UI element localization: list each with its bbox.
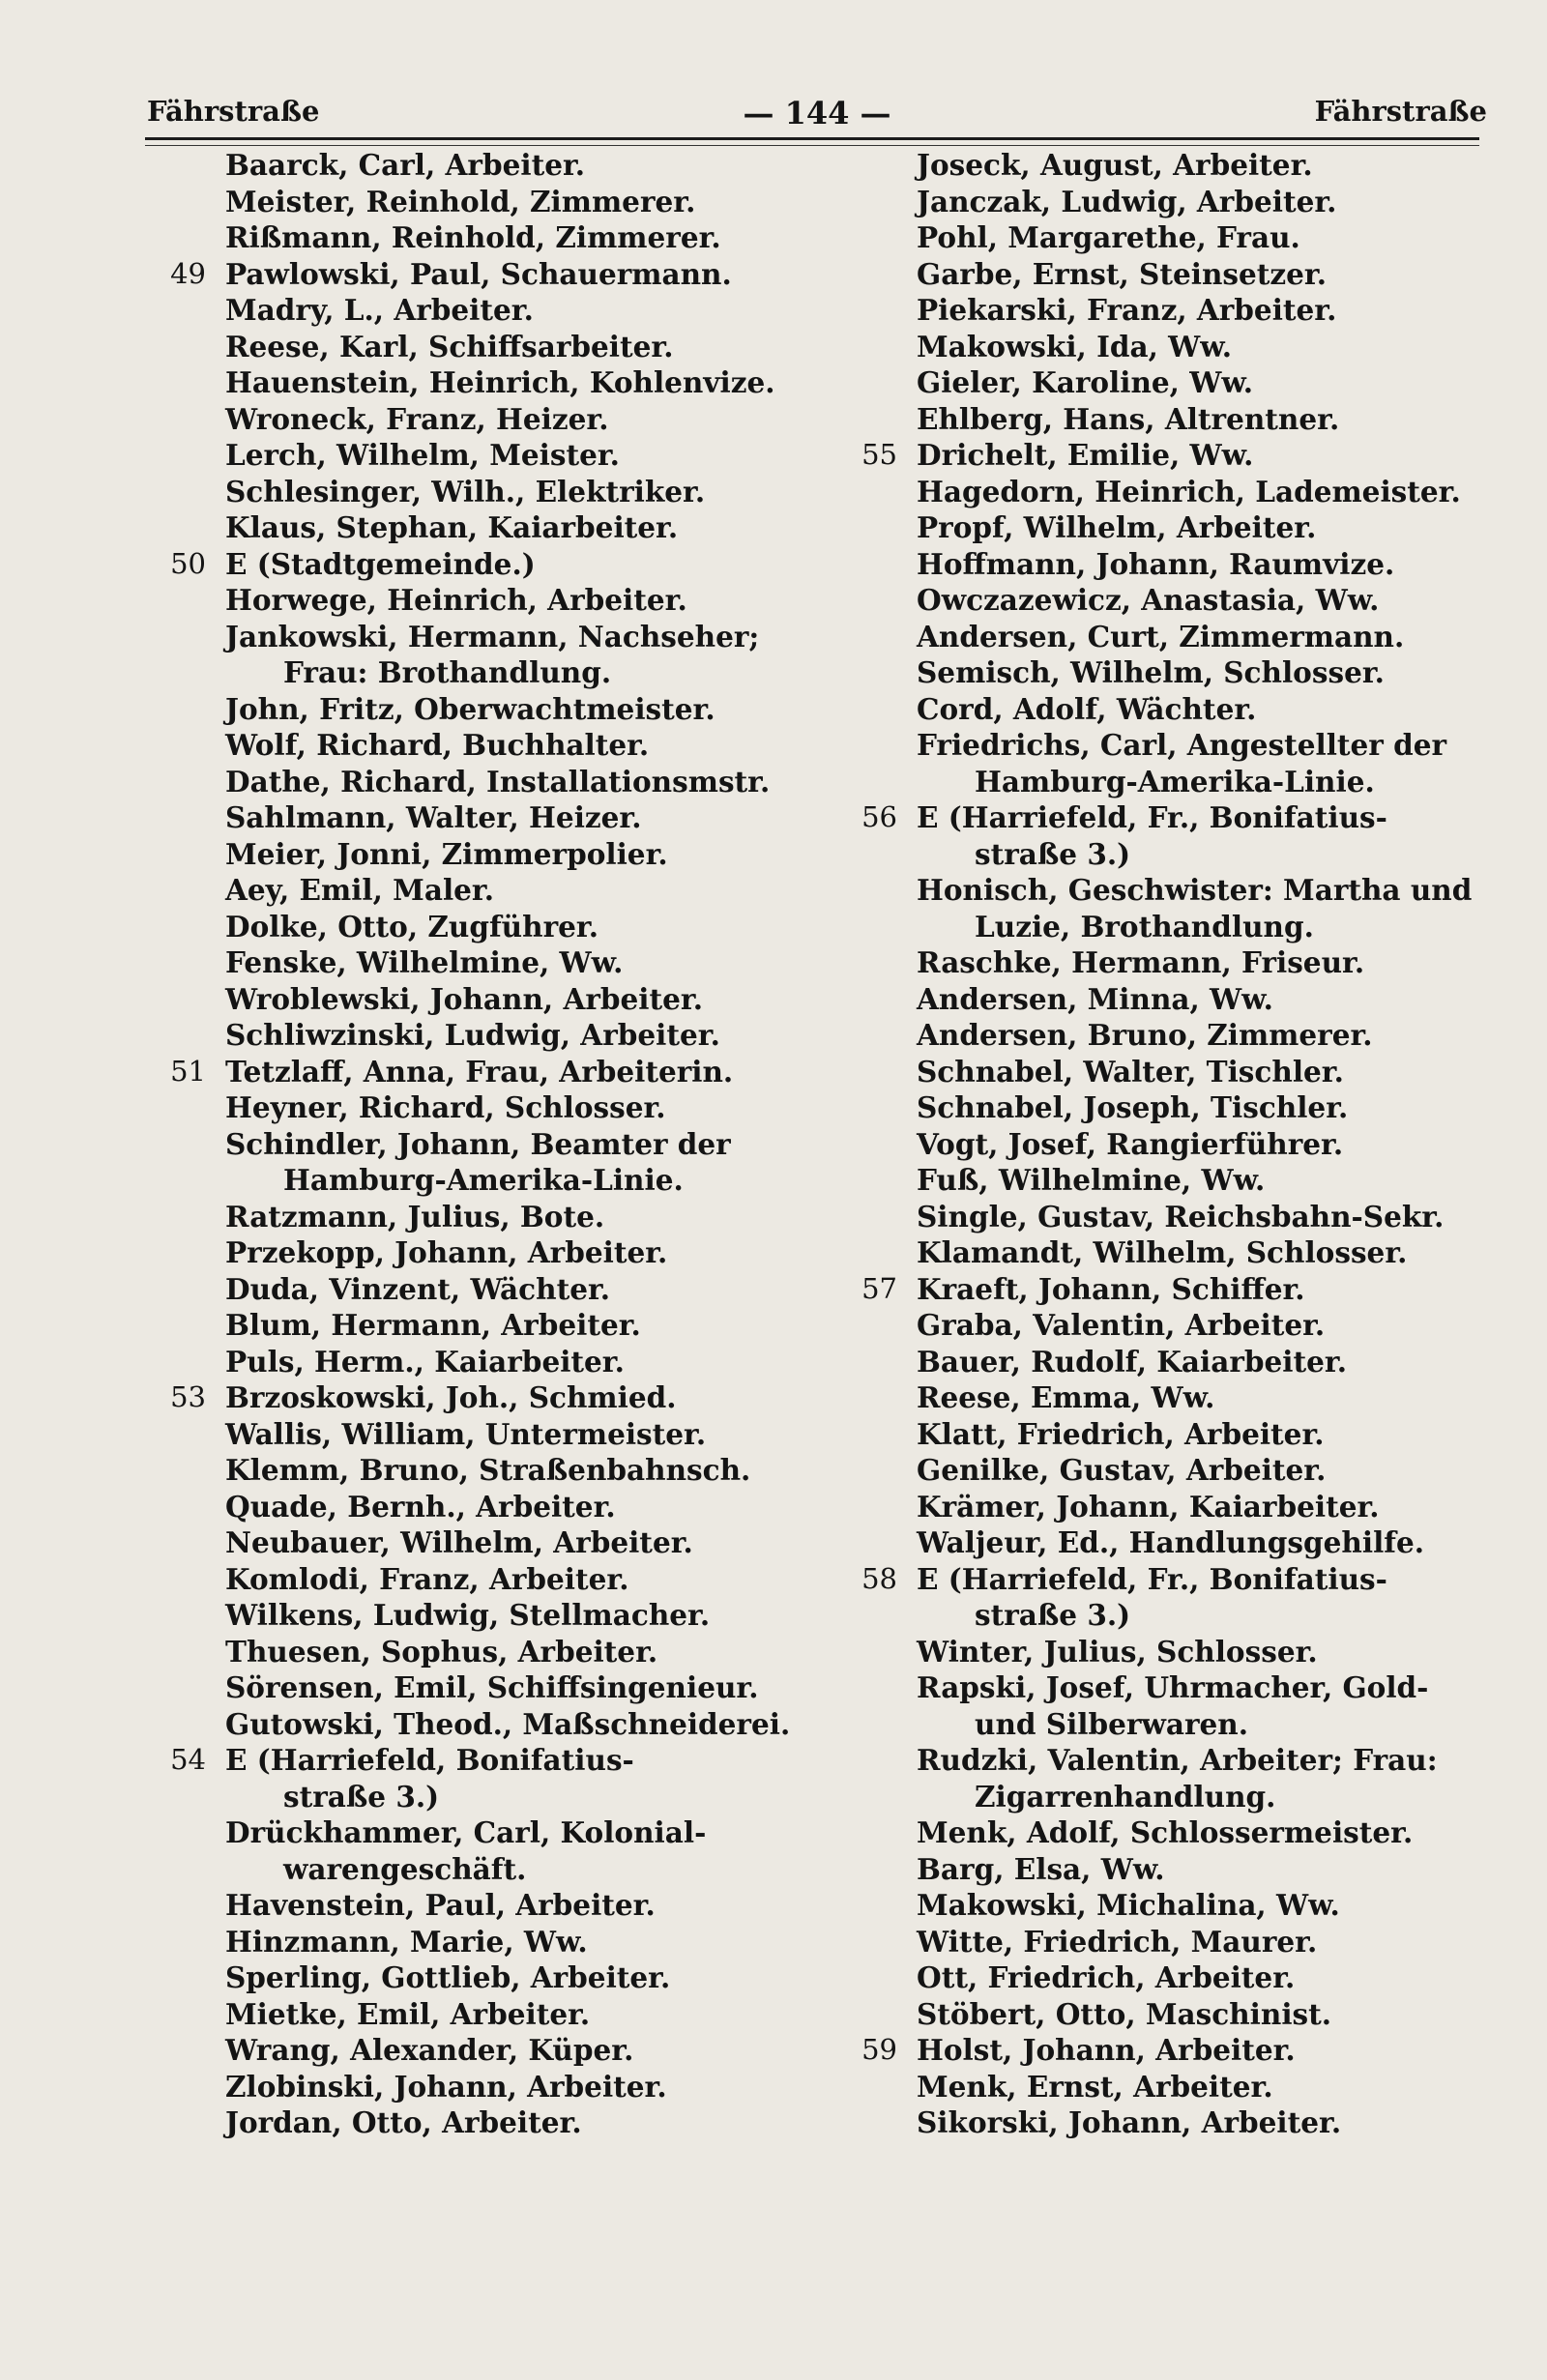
entry-text: Dathe, Richard, Installationsmstr. [225, 764, 771, 798]
entry-text: Hagedorn, Heinrich, Lademeister. [917, 474, 1461, 508]
entry-text: Fenske, Wilhelmine, Ww. [225, 945, 624, 979]
resident-entry [160, 509, 836, 546]
resident-entry [160, 1996, 836, 2033]
resident-entry [160, 1017, 836, 1054]
resident-entry [160, 2032, 836, 2069]
house-number: 57 [861, 1271, 897, 1305]
resident-entry [160, 1669, 836, 1706]
entry-text: Komlodi, Franz, Arbeiter. [225, 1561, 629, 1596]
page-number: — 144 — [743, 95, 891, 131]
resident-entry [851, 546, 1508, 583]
entry-text: E (Harriefeld, Fr., Bonifatius- [917, 800, 1387, 834]
continuation-line [160, 1162, 836, 1199]
resident-entry [160, 219, 836, 256]
resident-entry [160, 1814, 836, 1851]
resident-entry [851, 184, 1508, 220]
entry-text: Andersen, Bruno, Zimmerer. [917, 1018, 1373, 1052]
resident-entry [160, 1924, 836, 1960]
resident-entry [851, 147, 1508, 184]
resident-entry [851, 1524, 1508, 1561]
resident-entry [851, 2069, 1508, 2105]
house-number-entry [851, 1271, 1508, 1308]
entry-text: Owczazewicz, Anastasia, Ww. [917, 583, 1380, 617]
entry-text: Klamandt, Wilhelm, Schlosser. [917, 1235, 1408, 1269]
resident-entry [160, 619, 836, 655]
resident-entry [851, 329, 1508, 365]
entry-text: Jordan, Otto, Arbeiter. [225, 2105, 582, 2139]
resident-entry [160, 1089, 836, 1126]
house-number: 58 [861, 1561, 897, 1595]
resident-entry [160, 1597, 836, 1634]
left-column [160, 147, 836, 2141]
resident-entry [851, 1234, 1508, 1271]
entry-text: Raschke, Hermann, Friseur. [917, 945, 1365, 979]
entry-text: Lerch, Wilhelm, Meister. [225, 438, 620, 472]
entry-text: Dolke, Otto, Zugführer. [225, 909, 598, 943]
continuation-line [851, 1779, 1508, 1815]
entry-text: Rudzki, Valentin, Arbeiter; Frau: [917, 1743, 1438, 1777]
resident-entry [160, 981, 836, 1018]
entry-text: Fuß, Wilhelmine, Ww. [917, 1163, 1266, 1197]
entry-text: Graba, Valentin, Arbeiter. [917, 1308, 1326, 1342]
entry-text: Stöbert, Otto, Maschinist. [917, 1996, 1332, 2031]
resident-entry [851, 1307, 1508, 1344]
entry-text: Makowski, Michalina, Ww. [917, 1888, 1340, 1922]
resident-entry [851, 1489, 1508, 1525]
entry-text: E (Harriefeld, Bonifatius- [225, 1743, 634, 1777]
resident-entry [851, 1669, 1508, 1706]
entry-text: E (Harriefeld, Fr., Bonifatius- [917, 1561, 1387, 1596]
entry-text: Joseck, August, Arbeiter. [917, 148, 1313, 182]
entry-text: Tetzlaff, Anna, Frau, Arbeiterin. [225, 1054, 734, 1088]
entry-text: Schliwzinski, Ludwig, Arbeiter. [225, 1018, 720, 1052]
resident-entry [851, 256, 1508, 293]
resident-entry [160, 1199, 836, 1235]
entry-text: Ehlberg, Hans, Altrentner. [917, 401, 1340, 436]
resident-entry [851, 654, 1508, 691]
entry-text: Genilke, Gustav, Arbeiter. [917, 1453, 1327, 1487]
entry-text: Drichelt, Emilie, Ww. [917, 438, 1254, 472]
resident-entry [160, 147, 836, 184]
entry-text: Holst, Johann, Arbeiter. [917, 2033, 1296, 2067]
resident-entry [851, 1887, 1508, 1924]
resident-entry [160, 1634, 836, 1670]
entry-text: Sperling, Gottlieb, Arbeiter. [225, 1960, 671, 1994]
resident-entry [160, 2104, 836, 2141]
resident-entry [851, 1017, 1508, 1054]
entry-text: Klemm, Bruno, Straßenbahnsch. [225, 1453, 751, 1487]
entry-text: Wrang, Alexander, Küper. [225, 2033, 634, 2067]
entry-text: straße 3.) [283, 1779, 440, 1814]
resident-entry [160, 401, 836, 438]
resident-entry [851, 582, 1508, 619]
entry-text: Vogt, Josef, Rangierführer. [917, 1126, 1344, 1161]
resident-entry [851, 364, 1508, 401]
entry-text: Thuesen, Sophus, Arbeiter. [225, 1634, 658, 1669]
entry-text: Duda, Vinzent, Wächter. [225, 1271, 611, 1306]
house-number-entry [851, 799, 1508, 836]
house-number-entry [851, 1561, 1508, 1598]
resident-entry [160, 836, 836, 873]
entry-text: Barg, Elsa, Ww. [917, 1851, 1165, 1886]
entry-text: Heyner, Richard, Schlosser. [225, 1090, 666, 1124]
entry-text: Zlobinski, Johann, Arbeiter. [225, 2069, 667, 2104]
entry-text: Ott, Friedrich, Arbeiter. [917, 1960, 1296, 1994]
resident-entry [851, 1416, 1508, 1453]
entry-text: Menk, Adolf, Schlossermeister. [917, 1815, 1414, 1849]
resident-entry [160, 727, 836, 764]
entry-text: Hamburg-Amerika-Linie. [283, 1163, 684, 1197]
house-number: 55 [861, 438, 897, 471]
resident-entry [851, 1199, 1508, 1235]
entry-text: Hamburg-Amerika-Linie. [975, 764, 1375, 798]
entry-text: Gutowski, Theod., Maßschneiderei. [225, 1706, 791, 1741]
entry-text: Klaus, Stephan, Kaiarbeiter. [225, 510, 679, 544]
entry-text: Schlesinger, Wilh., Elektriker. [225, 474, 706, 508]
resident-entry [851, 1996, 1508, 2033]
continuation-line [851, 909, 1508, 945]
continuation-line [851, 764, 1508, 800]
resident-entry [160, 691, 836, 728]
resident-entry [851, 1379, 1508, 1416]
resident-entry [160, 764, 836, 800]
house-number-entry [851, 2032, 1508, 2069]
resident-entry [160, 1887, 836, 1924]
resident-entry [160, 909, 836, 945]
resident-entry [851, 1089, 1508, 1126]
entry-text: Rißmann, Reinhold, Zimmerer. [225, 220, 721, 254]
entry-text: Rapski, Josef, Uhrmacher, Gold- [917, 1670, 1429, 1704]
resident-entry [160, 474, 836, 510]
house-number: 51 [170, 1054, 206, 1088]
resident-entry [160, 1416, 836, 1453]
entry-text: Wolf, Richard, Buchhalter. [225, 728, 650, 762]
resident-entry [851, 727, 1508, 764]
house-number: 54 [170, 1743, 206, 1776]
resident-entry [160, 1126, 836, 1163]
entry-text: Frau: Brothandlung. [283, 655, 612, 689]
resident-entry [851, 1851, 1508, 1888]
entry-text: Hoffmann, Johann, Raumvize. [917, 546, 1395, 581]
resident-entry [851, 509, 1508, 546]
entry-text: Madry, L., Arbeiter. [225, 293, 534, 327]
entry-text: Wroneck, Franz, Heizer. [225, 401, 609, 436]
entry-text: Jankowski, Hermann, Nachseher; [225, 619, 760, 653]
resident-entry [851, 981, 1508, 1018]
entry-text: Witte, Friedrich, Maurer. [917, 1924, 1318, 1959]
entry-text: Luzie, Brothandlung. [975, 909, 1314, 943]
entry-text: Garbe, Ernst, Steinsetzer. [917, 256, 1328, 291]
entry-text: E (Stadtgemeinde.) [225, 546, 536, 581]
entry-text: Janczak, Ludwig, Arbeiter. [917, 184, 1337, 218]
entry-text: Bauer, Rudolf, Kaiarbeiter. [917, 1344, 1347, 1379]
entry-text: Kraeft, Johann, Schiffer. [917, 1271, 1305, 1306]
house-number-entry [851, 437, 1508, 474]
entry-text: Reese, Karl, Schiffsarbeiter. [225, 329, 674, 363]
house-number-entry [160, 546, 836, 583]
entry-text: Krämer, Johann, Kaiarbeiter. [917, 1489, 1380, 1524]
resident-entry [160, 329, 836, 365]
resident-entry [851, 1126, 1508, 1163]
entry-text: Single, Gustav, Reichsbahn-Sekr. [917, 1199, 1445, 1234]
header-rule-thin [145, 145, 1479, 146]
entry-text: Gieler, Karoline, Ww. [917, 365, 1254, 399]
entry-text: Sörensen, Emil, Schiffsingenieur. [225, 1670, 759, 1704]
resident-entry [160, 582, 836, 619]
resident-entry [851, 1924, 1508, 1960]
continuation-line [160, 1851, 836, 1888]
entry-text: Hinzmann, Marie, Ww. [225, 1924, 588, 1959]
resident-entry [160, 1452, 836, 1489]
running-head-left: Fährstraße [147, 95, 320, 128]
entry-text: Cord, Adolf, Wächter. [917, 691, 1257, 726]
resident-entry [160, 1489, 836, 1525]
entry-text: Andersen, Curt, Zimmermann. [917, 619, 1405, 653]
entry-text: Ratzmann, Julius, Bote. [225, 1199, 605, 1234]
house-number: 49 [170, 256, 206, 290]
continuation-line [160, 654, 836, 691]
house-number-entry [160, 1742, 836, 1779]
resident-entry [851, 691, 1508, 728]
resident-entry [851, 292, 1508, 329]
entry-text: Wroblewski, Johann, Arbeiter. [225, 981, 703, 1016]
entry-text: Waljeur, Ed., Handlungsgehilfe. [917, 1525, 1425, 1559]
resident-entry [160, 437, 836, 474]
resident-entry [160, 799, 836, 836]
house-number: 59 [861, 2033, 897, 2066]
right-column [851, 147, 1508, 2141]
resident-entry [851, 474, 1508, 510]
resident-entry [160, 1271, 836, 1308]
resident-entry [851, 1814, 1508, 1851]
entry-text: Schnabel, Walter, Tischler. [917, 1054, 1344, 1088]
running-head-right: Fährstraße [1314, 95, 1487, 128]
resident-entry [851, 619, 1508, 655]
resident-entry [160, 1561, 836, 1598]
entry-text: Wilkens, Ludwig, Stellmacher. [225, 1598, 711, 1632]
resident-entry [851, 1162, 1508, 1199]
entry-text: Drückhammer, Carl, Kolonial- [225, 1815, 707, 1849]
house-number: 53 [170, 1380, 206, 1413]
entry-text: Zigarrenhandlung. [975, 1779, 1276, 1814]
entry-text: Piekarski, Franz, Arbeiter. [917, 293, 1337, 327]
resident-entry [160, 1344, 836, 1380]
house-number-entry [160, 1379, 836, 1416]
entry-text: warengeschäft. [283, 1851, 527, 1886]
entry-text: und Silberwaren. [975, 1706, 1248, 1741]
entry-text: Przekopp, Johann, Arbeiter. [225, 1235, 668, 1269]
resident-entry [851, 219, 1508, 256]
resident-entry [160, 1234, 836, 1271]
resident-entry [851, 1634, 1508, 1670]
resident-entry [851, 1959, 1508, 1996]
entry-text: Quade, Bernh., Arbeiter. [225, 1489, 616, 1524]
house-number-entry [160, 256, 836, 293]
entry-text: Friedrichs, Carl, Angestellter der [917, 728, 1447, 762]
entry-text: Pawlowski, Paul, Schauermann. [225, 256, 732, 291]
entry-text: Honisch, Geschwister: Martha und [917, 873, 1473, 907]
entry-text: Makowski, Ida, Ww. [917, 329, 1232, 363]
resident-entry [160, 364, 836, 401]
resident-entry [160, 1959, 836, 1996]
continuation-line [851, 1706, 1508, 1743]
resident-entry [851, 944, 1508, 981]
entry-text: Schnabel, Joseph, Tischler. [917, 1090, 1349, 1124]
entry-text: Sahlmann, Walter, Heizer. [225, 800, 642, 834]
house-number: 50 [170, 546, 206, 580]
resident-entry [160, 1524, 836, 1561]
entry-text: Blum, Hermann, Arbeiter. [225, 1308, 641, 1342]
entry-text: Reese, Emma, Ww. [917, 1380, 1215, 1414]
continuation-line [851, 1597, 1508, 1634]
resident-entry [851, 1344, 1508, 1380]
resident-entry [851, 1452, 1508, 1489]
entry-text: Pohl, Margarethe, Frau. [917, 220, 1300, 254]
entry-text: Semisch, Wilhelm, Schlosser. [917, 655, 1385, 689]
resident-entry [851, 2104, 1508, 2141]
resident-entry [851, 872, 1508, 909]
resident-entry [160, 292, 836, 329]
entry-text: Klatt, Friedrich, Arbeiter. [917, 1416, 1325, 1451]
resident-entry [160, 872, 836, 909]
resident-entry [160, 2069, 836, 2105]
resident-entry [160, 1706, 836, 1743]
entry-text: straße 3.) [975, 836, 1131, 871]
entry-text: Hauenstein, Heinrich, Kohlenvize. [225, 365, 775, 399]
entry-text: straße 3.) [975, 1598, 1131, 1632]
entry-text: Mietke, Emil, Arbeiter. [225, 1996, 591, 2031]
entry-text: Meister, Reinhold, Zimmerer. [225, 184, 696, 218]
resident-entry [160, 944, 836, 981]
entry-text: Brzoskowski, Joh., Schmied. [225, 1380, 677, 1414]
entry-text: Wallis, William, Untermeister. [225, 1416, 707, 1451]
entry-text: Andersen, Minna, Ww. [917, 981, 1273, 1016]
entry-text: John, Fritz, Oberwachtmeister. [225, 691, 715, 726]
resident-entry [160, 184, 836, 220]
entry-text: Winter, Julius, Schlosser. [917, 1634, 1318, 1669]
resident-entry [851, 1742, 1508, 1779]
entry-text: Aey, Emil, Maler. [225, 873, 495, 907]
resident-entry [851, 401, 1508, 438]
header-rule-thick [145, 137, 1479, 140]
entry-text: Neubauer, Wilhelm, Arbeiter. [225, 1525, 693, 1559]
entry-text: Menk, Ernst, Arbeiter. [917, 2069, 1273, 2104]
entry-text: Sikorski, Johann, Arbeiter. [917, 2105, 1342, 2139]
entry-text: Schindler, Johann, Beamter der [225, 1126, 731, 1161]
house-number: 56 [861, 800, 897, 833]
resident-entry [851, 1054, 1508, 1090]
house-number-entry [160, 1054, 836, 1090]
entry-text: Meier, Jonni, Zimmerpolier. [225, 836, 668, 871]
entry-text: Propf, Wilhelm, Arbeiter. [917, 510, 1317, 544]
page-header [147, 89, 1487, 137]
resident-entry [160, 1307, 836, 1344]
continuation-line [851, 836, 1508, 873]
entry-text: Havenstein, Paul, Arbeiter. [225, 1888, 656, 1922]
entry-text: Puls, Herm., Kaiarbeiter. [225, 1344, 625, 1379]
entry-text: Baarck, Carl, Arbeiter. [225, 148, 586, 182]
continuation-line [160, 1779, 836, 1815]
entry-text: Horwege, Heinrich, Arbeiter. [225, 583, 687, 617]
